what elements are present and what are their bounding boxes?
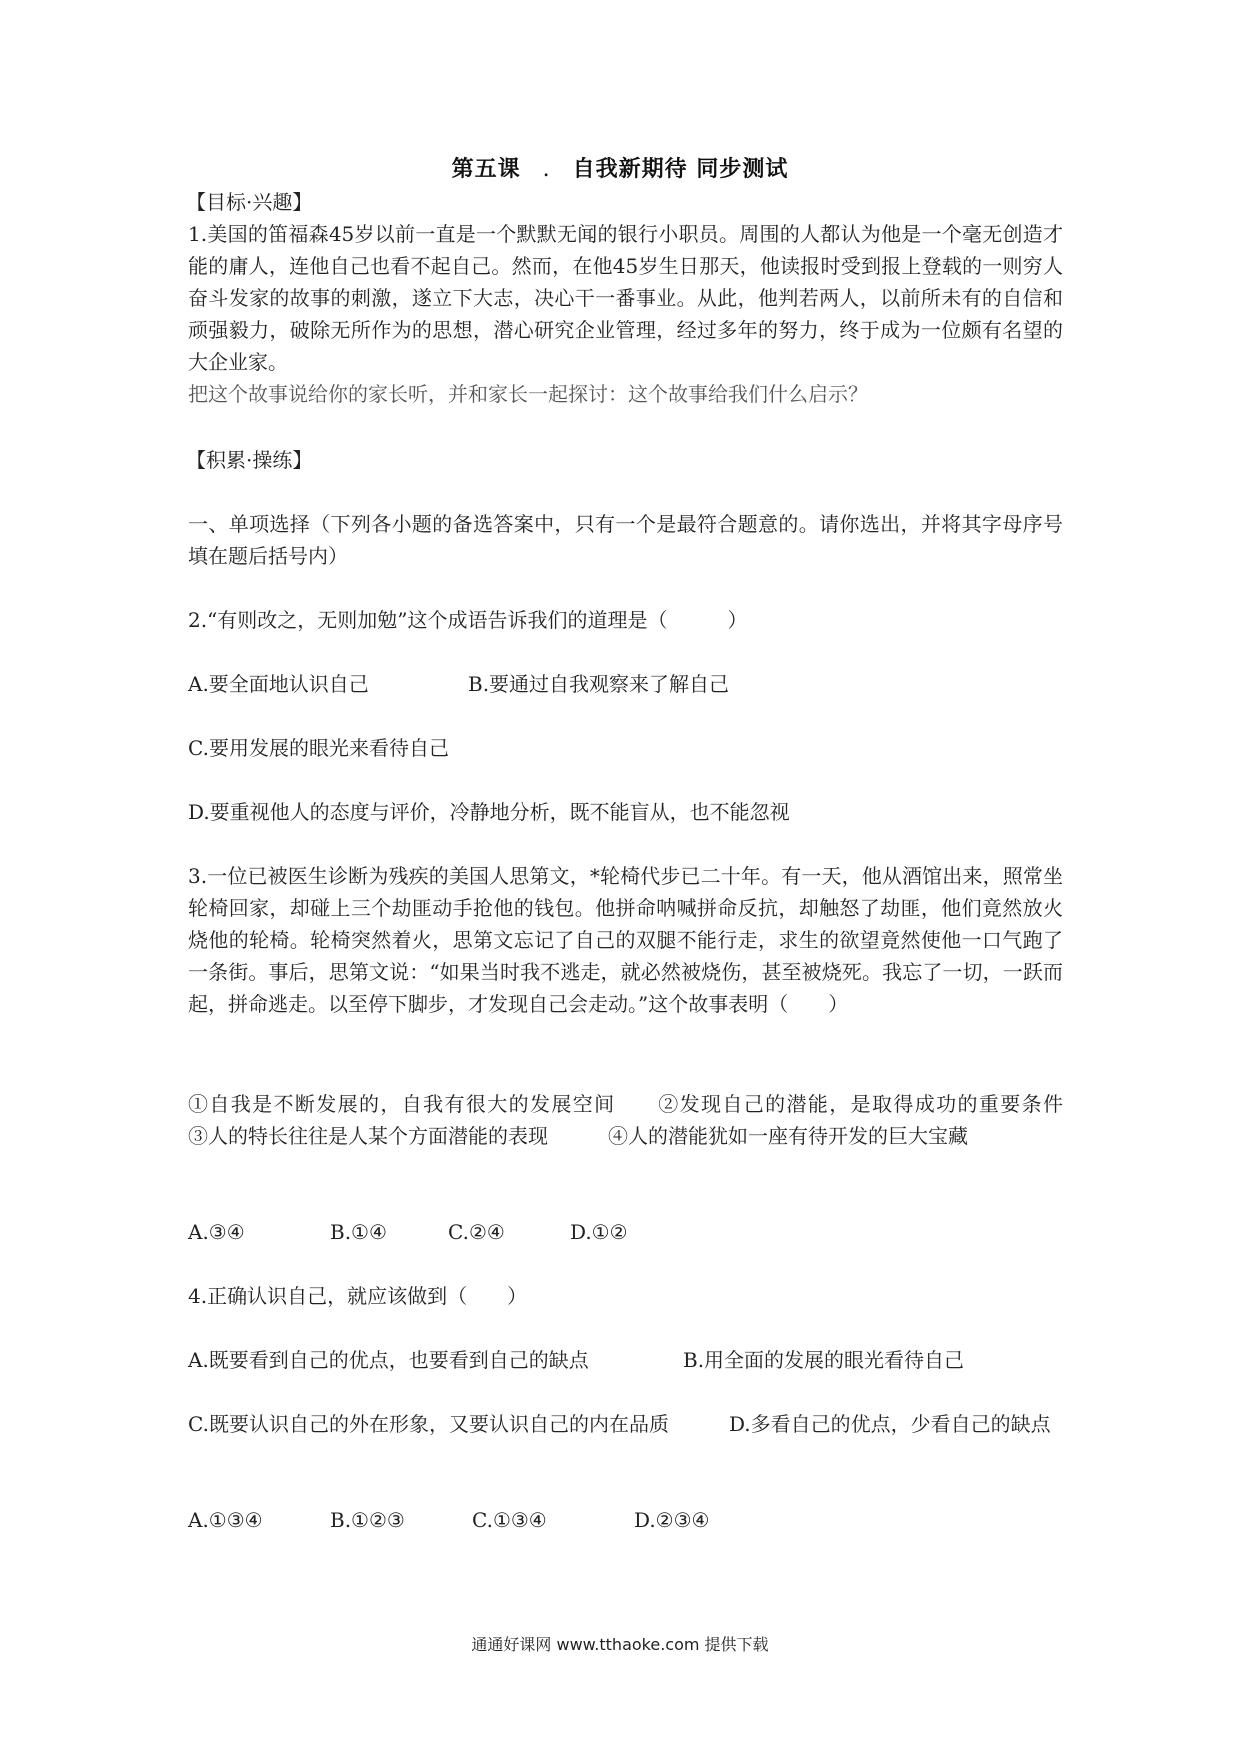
question-4-choice-b: B.①②③: [330, 1508, 405, 1532]
question-2-option-a: A.要全面地认识自己: [188, 672, 369, 696]
question-2-option-d: D.要重视他人的态度与评价，冷静地分析，既不能盲从，也不能忽视: [188, 800, 790, 824]
question-4-choice-a: A.①③④: [188, 1508, 263, 1532]
question-4-statement-a: A.既要看到自己的优点，也要看到自己的缺点: [188, 1348, 589, 1372]
question-3-option-c: C.②④: [448, 1220, 505, 1244]
question-3-statements: ①自我是不断发展的，自我有很大的发展空间 ②发现自己的潜能，是取得成功的重要条件 ③人的特长往往是人某个方面潜能的表现 ④人的潜能犹如一座有待开发的巨大宝藏: [188, 1092, 1103, 1148]
question-4-statements-row-2: C.既要认识自己的外在形象，又要认识自己的内在品质 D.多看自己的优点，少看自己的缺点: [188, 1412, 1051, 1436]
question-4-stem: 4.正确认识自己，就应该做到（ ）: [188, 1284, 528, 1308]
question-4-choice-d: D.②③④: [634, 1508, 710, 1532]
page-footer: 通通好课网 www.tthaoke.com 提供下载: [471, 1635, 769, 1654]
question-4-statements-row-1: [188, 1344, 964, 1376]
question-1-prompt: 把这个故事说给你的家长听，并和家长一起探讨：这个故事给我们什么启示？: [188, 382, 868, 406]
question-1-text: 1.美国的笛福森45岁以前一直是一个默默无闻的银行小职员。周围的人都认为他是一个毫无创造才能的庸人，连他自己也看不起自己。然而，在他45岁生日那天，他读报时受到报上登载的一则穷人奋斗发家的故事的刺激，遂立下大志，决心干一番事业。从此，他判若两人，以前所未有的自信和顽强毅力，破除无所作为的思想，潜心研究企业管理，经过多年的努力，终于成为一位颇有名望的大企业家。: [188, 222, 1063, 374]
question-3-stem: 3.一位已被医生诊断为残疾的美国人思第文，*轮椅代步已二十年。有一天，他从酒馆出来，照常坐轮椅回家，却碰上三个劫匪动手抢他的钱包。他拼命呐喊拼命反抗，却触怒了劫匪，他们竟然放火烧他的轮椅。轮椅突然着火，思第文忘记了自己的双腿不能行走，求生的欲望竟然使他一口气跑了一条街。事后，思第文说：“如果当时我不逃走，就必然被烧伤，甚至被烧死。我忘了一切，一跃而起，拼命逃走。以至停下脚步，才发现自己会走动。”这个故事表明（ ）: [188, 864, 1063, 1016]
question-2-stem: 2.“有则改之，无则加勉”这个成语告诉我们的道理是（ ）: [188, 608, 748, 632]
section-goal-heading: 【目标·兴趣】: [186, 190, 313, 214]
question-2-option-c: C.要用发展的眼光来看待自己: [188, 736, 449, 760]
question-3-option-d: D.①②: [570, 1220, 628, 1244]
question-3-options: [188, 1216, 628, 1248]
question-2-option-b: B.要通过自我观察来了解自己: [468, 672, 730, 696]
question-3-option-b: B.①④: [330, 1220, 387, 1244]
question-4-statement-b: B.用全面的发展的眼光看待自己: [683, 1348, 965, 1372]
title-topic: 自我新期待 同步测试: [572, 156, 789, 182]
page-title: [0, 152, 1240, 183]
question-2-options-row-1: [188, 668, 729, 700]
question-3-option-a: A.③④: [188, 1220, 245, 1244]
section-practice-heading: 【积累·操练】: [186, 448, 313, 472]
title-lesson: 第五课: [451, 156, 521, 182]
part-one-instructions: 一、单项选择（下列各小题的备选答案中，只有一个是最符合题意的。请你选出，并将其字母序号填在题后括号内）: [188, 512, 1063, 568]
question-4-choices: [188, 1504, 709, 1536]
title-dot: .: [542, 157, 551, 182]
question-4-choice-c: C.①③④: [472, 1508, 547, 1532]
